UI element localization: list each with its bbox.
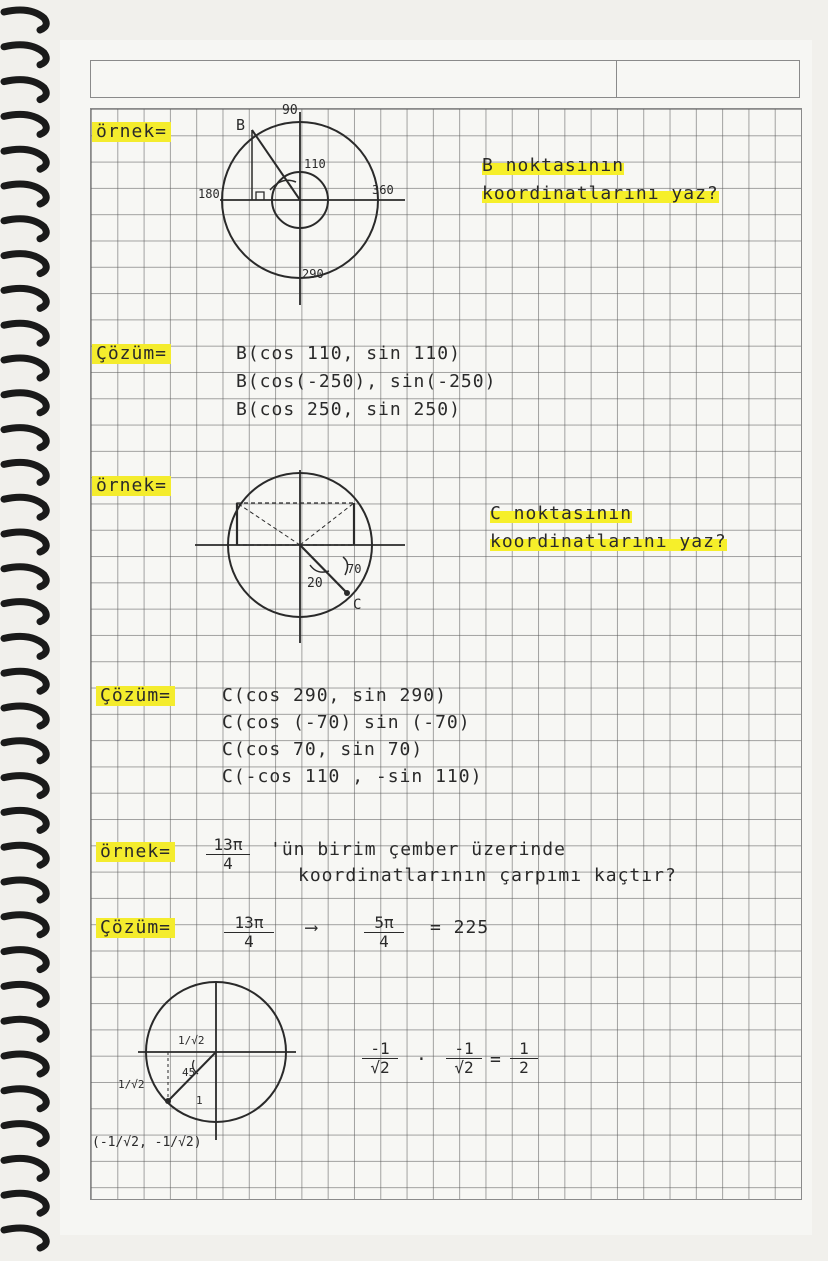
spiral-ring <box>4 254 46 274</box>
radius-label: 1 <box>196 1094 203 1107</box>
question-3-line-1: 'ün birim çember üzerinde <box>270 839 566 860</box>
angle-70-label: 70 <box>347 562 362 576</box>
point-b-label: B <box>236 116 246 134</box>
spiral-ring <box>4 602 46 622</box>
question-1-line-1: B noktasının <box>482 155 625 176</box>
solution-label-3: Çözüm= <box>96 918 175 938</box>
unit-circle-figure-3 <box>92 980 298 1150</box>
spiral-ring <box>4 149 46 169</box>
solution-2-line-4: C(-cos 110 , -sin 110) <box>222 766 483 787</box>
arrow: ⟶ <box>306 917 318 938</box>
question-1-line-2: koordinatlarını yaz? <box>482 183 719 204</box>
spiral-ring <box>4 1089 46 1109</box>
solution-label-2: Çözüm= <box>96 686 175 706</box>
notebook-spiral <box>0 0 60 1261</box>
product-factor-1: $\frac{-1}{√2}$ <box>362 1040 398 1076</box>
spiral-ring <box>4 845 46 865</box>
question-2-line-2: koordinatlarını yaz? <box>490 531 727 552</box>
question-2-line-1: C noktasının <box>490 503 633 524</box>
spiral-ring <box>4 671 46 691</box>
angle-290-label: 290 <box>302 267 324 281</box>
page-header-box <box>90 60 800 98</box>
multiply-dot: · <box>416 1049 428 1070</box>
label-top-value: 1/√2 <box>178 1034 205 1047</box>
angle-20-label: 20 <box>307 576 323 591</box>
point-c-label: C <box>353 597 362 613</box>
spiral-ring <box>4 45 46 65</box>
solution-1-line-1: B(cos 110, sin 110) <box>236 343 461 364</box>
solution-1-line-3: B(cos 250, sin 250) <box>236 399 461 420</box>
spiral-ring <box>4 776 46 796</box>
spiral-ring <box>4 1019 46 1039</box>
spiral-ring <box>4 567 46 587</box>
spiral-ring <box>4 323 46 343</box>
spiral-ring <box>4 984 46 1004</box>
spiral-ring <box>4 114 46 134</box>
spiral-ring <box>4 532 46 552</box>
fraction-13pi-over-4: $\frac{13\pi}{4}$ <box>206 836 250 872</box>
point-coordinates-label: (-1/√2, -1/√2) <box>92 1135 202 1150</box>
spiral-ring <box>4 741 46 761</box>
unit-circle-figure-2 <box>195 465 415 645</box>
spiral-ring <box>4 1124 46 1144</box>
angle-45-label: 45 <box>182 1066 196 1079</box>
solution-label-1: Çözüm= <box>92 344 171 364</box>
spiral-ring <box>4 497 46 517</box>
spiral-ring <box>4 706 46 726</box>
example-label-1: örnek= <box>92 122 171 142</box>
solution-fraction-13pi-over-4: $\frac{13\pi}{4}$ <box>224 914 274 950</box>
product-factor-2: $\frac{-1}{√2}$ <box>446 1040 482 1076</box>
spiral-ring <box>4 810 46 830</box>
spiral-ring <box>4 1193 46 1213</box>
spiral-ring <box>4 950 46 970</box>
spiral-ring <box>4 80 46 100</box>
spiral-ring <box>4 1228 46 1248</box>
spiral-ring <box>4 288 46 308</box>
spiral-ring <box>4 1054 46 1074</box>
unit-circle-figure-1 <box>190 100 420 310</box>
solution-fraction-5pi-over-4: $\frac{5\pi}{4}$ <box>364 914 404 950</box>
angle-110-label: 110 <box>304 157 326 171</box>
solution-2-line-2: C(cos (-70) sin (-70) <box>222 712 471 733</box>
spiral-ring <box>4 219 46 239</box>
example-label-2: örnek= <box>92 476 171 496</box>
angle-360-label: 360 <box>372 183 394 197</box>
solution-2-line-1: C(cos 290, sin 290) <box>222 685 447 706</box>
spiral-ring <box>4 462 46 482</box>
spiral-ring <box>4 1158 46 1178</box>
spiral-ring <box>4 393 46 413</box>
spiral-ring <box>4 358 46 378</box>
spiral-ring <box>4 915 46 935</box>
product-result: $\frac{1}{2}$ <box>510 1040 538 1076</box>
spiral-ring <box>4 636 46 656</box>
solution-result: = 225 <box>430 917 490 938</box>
label-left-value: 1/√2 <box>118 1078 145 1091</box>
question-3-line-2: koordinatlarının çarpımı kaçtır? <box>298 865 677 886</box>
solution-1-line-2: B(cos(-250), sin(-250) <box>236 371 497 392</box>
equals-sign: = <box>490 1049 502 1070</box>
angle-90-label: 90 <box>282 103 298 118</box>
solution-2-line-3: C(cos 70, sin 70) <box>222 739 424 760</box>
spiral-ring <box>4 428 46 448</box>
spiral-ring <box>4 10 46 30</box>
example-label-3: örnek= <box>96 842 175 862</box>
spiral-ring <box>4 880 46 900</box>
angle-180-label: 180 <box>198 187 220 201</box>
spiral-ring <box>4 184 46 204</box>
